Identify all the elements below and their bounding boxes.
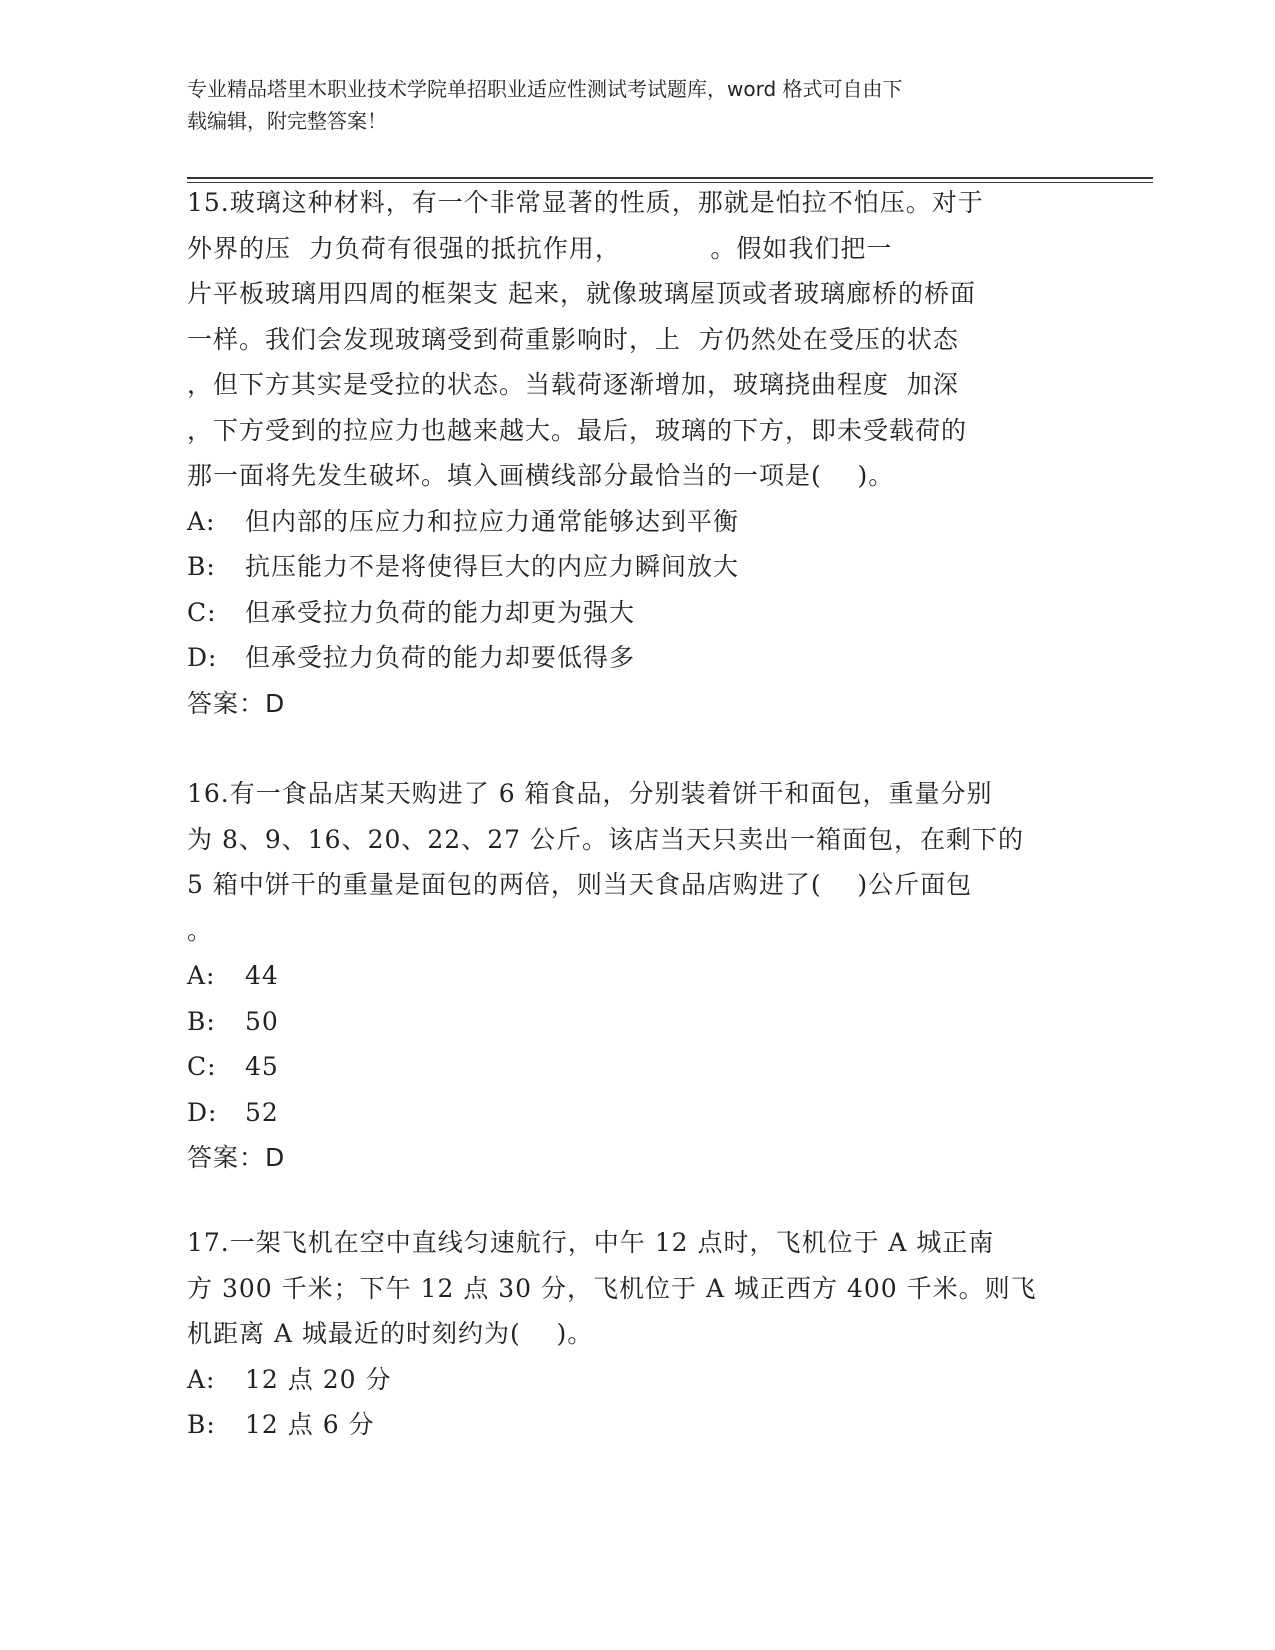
q16-answer: 答案：D <box>187 1143 286 1172</box>
q15-line: 一样。我们会发现玻璃受到荷重影响时，上 方仍然处在受压的状态 <box>187 324 959 354</box>
q17-line: 机距离 A 城最近的时刻约为( )。 <box>187 1319 594 1348</box>
q15-option-b: B: 抗压能力不是将使得巨大的内应力瞬间放大 <box>187 552 740 581</box>
q17-line: 方 300 千米；下午 12 点 30 分，飞机位于 A 城正西方 400 千米。则飞 <box>187 1273 1037 1303</box>
question-15 <box>187 180 1087 726</box>
header-line-1: 专业精品塔里木职业技术学院单招职业适应性测试考试题库，word 格式可自由下 <box>187 77 903 101</box>
page-header <box>187 73 1067 137</box>
q16-line: 5 箱中饼干的重量是面包的两倍，则当天食品店购进了( )公斤面包 <box>187 870 973 899</box>
q16-line: 。 <box>187 915 214 945</box>
q15-line: 片平板玻璃用四周的框架支 起来，就像玻璃屋顶或者玻璃廊桥的桥面 <box>187 279 976 308</box>
q17-option-a: A: 12 点 20 分 <box>187 1364 392 1394</box>
header-line-2: 载编辑，附完整答案！ <box>187 109 387 133</box>
q15-line: 那一面将先发生破坏。填入画横线部分最恰当的一项是( )。 <box>187 461 895 490</box>
q16-option-a: A: 44 <box>187 961 279 990</box>
question-17 <box>187 1220 1087 1448</box>
q15-line: ，但下方其实是受拉的状态。当载荷逐渐增加，玻璃挠曲程度 加深 <box>187 370 959 399</box>
question-16 <box>187 771 1087 1181</box>
q15-answer: 答案：D <box>187 688 286 718</box>
q16-line: 为 8、9、16、20、22、27 公斤。该店当天只卖出一箱面包，在剩下的 <box>187 824 1024 854</box>
q15-option-d: D: 但承受拉力负荷的能力却要低得多 <box>187 643 636 672</box>
q16-option-b: B: 50 <box>187 1006 279 1036</box>
q16-option-d: D: 52 <box>187 1097 279 1127</box>
q16-line: 16.有一食品店某天购进了 6 箱食品，分别装着饼干和面包，重量分别 <box>187 779 993 808</box>
q15-option-c: C: 但承受拉力负荷的能力却更为强大 <box>187 597 636 627</box>
q17-line: 17.一架飞机在空中直线匀速航行，中午 12 点时，飞机位于 A 城正南 <box>187 1228 995 1257</box>
q16-option-c: C: 45 <box>187 1052 279 1081</box>
q15-line: 15.玻璃这种材料，有一个非常显著的性质，那就是怕拉不怕压。对于 <box>187 188 984 217</box>
header-divider-thick <box>187 177 1153 179</box>
q15-option-a: A: 但内部的压应力和拉应力通常能够达到平衡 <box>187 506 740 536</box>
q15-line: ，下方受到的拉应力也越来越大。最后，玻璃的下方，即未受载荷的 <box>187 415 968 445</box>
q17-option-b: B: 12 点 6 分 <box>187 1410 375 1439</box>
q15-line: 外界的压 力负荷有很强的抵抗作用， 。假如我们把一 <box>187 233 893 263</box>
